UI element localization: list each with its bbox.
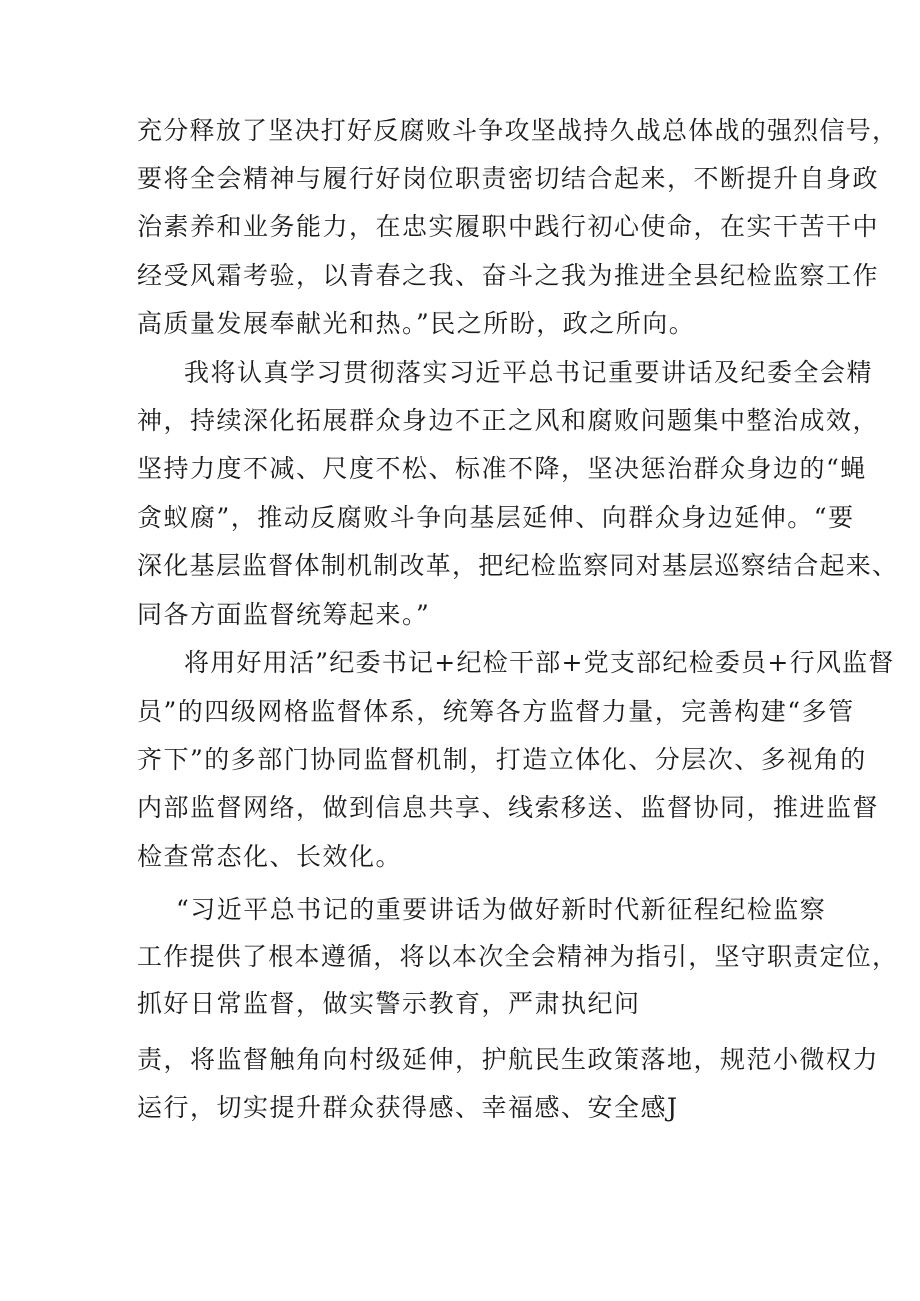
text-line: 坚持力度不减、尺度不松、标准不降，坚决惩治群众身边的“蝇 bbox=[137, 454, 867, 483]
text-line: 经受风霜考验，以青春之我、奋斗之我为推进全县纪检监察工作 bbox=[137, 261, 880, 290]
text-line: 运行，切实提升群众获得感、幸福感、安全感J bbox=[137, 1093, 679, 1122]
paragraph-start-line: “习近平总书记的重要讲话为做好新时代新征程纪检监察 bbox=[176, 895, 827, 924]
text-line: 内部监督网络，做到信息共享、线索移送、监督协同，推进监督 bbox=[137, 793, 880, 822]
text-line: 神，持续深化拓展群众身边不正之风和腐败问题集中整治成效， bbox=[137, 406, 880, 435]
text-line: 责，将监督触角向村级延伸，护航民生政策落地，规范小微权力 bbox=[137, 1045, 880, 1074]
text-line: 齐下”的多部门协同监督机制，打造立体化、分层次、多视角的 bbox=[137, 745, 867, 774]
text-line: 充分释放了坚决打好反腐败斗争攻坚战持久战总体战的强烈信号， bbox=[137, 116, 899, 145]
paragraph-start-line: 我将认真学习贯彻落实习近平总书记重要讲话及纪委全会精 bbox=[184, 358, 874, 387]
paragraph-start-line: 将用好用活”纪委书记+纪检干部+党支部纪检委员+行风监督 bbox=[184, 648, 895, 677]
text-line: 贪蚁腐”，推动反腐败斗争向基层延伸、向群众身边延伸。“要 bbox=[137, 503, 855, 532]
text-line: 深化基层监督体制机制改革，把纪检监察同对基层巡察结合起来、 bbox=[137, 551, 899, 580]
text-line: 员”的四级网格监督体系，统筹各方监督力量，完善构建“多管 bbox=[137, 697, 855, 726]
text-line: 要将全会精神与履行好岗位职责密切结合起来，不断提升自身政 bbox=[137, 164, 880, 193]
text-line: 工作提供了根本遵循，将以本次全会精神为指引，坚守职责定位， bbox=[137, 942, 899, 971]
text-line: 治素养和业务能力，在忠实履职中践行初心使命，在实干苦干中 bbox=[137, 212, 880, 241]
text-line: 高质量发展奉献光和热。”民之所盼，政之所向。 bbox=[137, 309, 696, 338]
text-line: 同各方面监督统筹起来。” bbox=[137, 600, 431, 629]
text-line: 检查常态化、长效化。 bbox=[137, 842, 403, 871]
text-line: 抓好日常监督，做实警示教育，严肃执纪问 bbox=[137, 989, 641, 1018]
